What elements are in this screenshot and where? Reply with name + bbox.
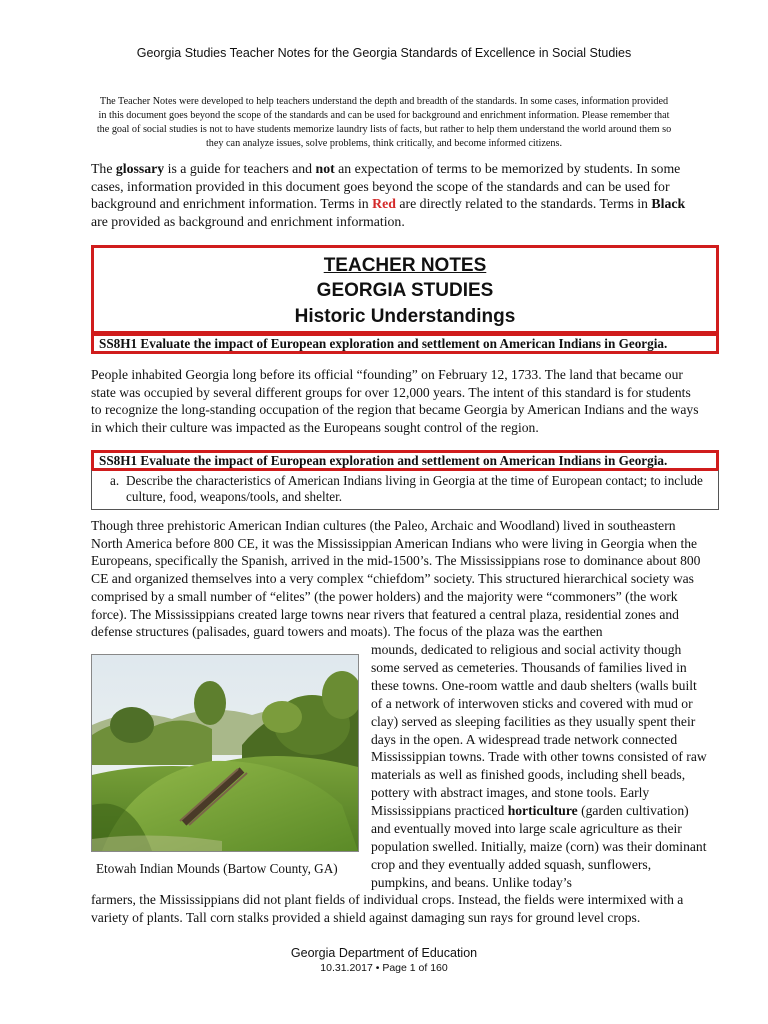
red-term-label: Red [372,196,396,211]
standard-heading: SS8H1 Evaluate the impact of European exploration and settlement on American Indians in Georgia. [91,333,719,354]
page-header: Georgia Studies Teacher Notes for the Georgia Standards of Excellence in Social Studies [136,46,632,60]
footer-page-number: 10.31.2017 • Page 1 of 160 [320,962,448,974]
black-term-label: Black [651,196,686,211]
mound-landscape-image [92,655,358,851]
title-georgia-studies: GEORGIA STUDIES [316,280,494,301]
horticulture-term: horticulture [507,803,578,819]
intro-paragraph: People inhabited Georgia long before its official “founding” on February 12, 1733. The land that became our state was occupied by several different groups for over 12,000 years. The intent of this standard is for students to recognize the long-standing occupation of the region that became Georgia by American Indians and the ways in which their culture was impacted as the Europeans sought control of the region. [91,367,699,436]
mississippian-paragraph: Though three prehistoric American Indian cultures (the Paleo, Archaic and Woodland) lived in southeastern North America before 800 CE, it was the Mississippian American Indians who were living in Georgia when the Europeans, specifically the Spanish, arrived in the mid-1500’s. The Mississippians rose to dominance about 800 CE and organized themselves into a very complex “chiefdom” society. This structured hierarchical society was comprised by a small number of “elites” (the power holders) and the majority were “commoners” (the work force). The Mississippians created large towns near rivers that featured a central plaza, residential zones and defense structures (palisades, guard towers and moats). The focus of the plaza was the earthen [91,518,701,640]
title-box [91,245,719,334]
photo-caption: Etowah Indian Mounds (Bartow County, GA) [96,861,338,876]
footer-organization: Georgia Department of Education [290,946,478,960]
intro-note: The Teacher Notes were developed to help teachers understand the depth and breadth of the standards. In some cases, information provided in this document goes beyond the scope of the standards and can be used for background and enrichment information. Please remember that the goal of social studies is not to have students memorize laundry lists of facts, but rather to help them understand the world around them so they can analyze issues, solve problems, think critically, and become informed citizens. [96,96,672,149]
title-teacher-notes: TEACHER NOTES [323,255,487,276]
etowah-mounds-photo [91,654,359,852]
farming-paragraph: farmers, the Mississippians did not plant fields of individual crops. Instead, the fields were intermixed with a variety of plants. Tall corn stalks provided a shield against damaging sun rays for ground level crops. [91,892,684,925]
standard-heading-repeat: SS8H1 Evaluate the impact of European exploration and settlement on American Indians in Georgia. [91,450,719,471]
element-letter: a. [110,473,120,488]
mississippian-paragraph-continued: mounds, dedicated to religious and social activity though some served as cemeteries. Thousands of families lived in these towns. One-room wattle and daub shelters (walls built of a network of interwoven sticks and covered with mud or clay) served as sleeping facilities as they usually spent their days in the open. A widespread trade network connected Mississippian towns. Trade with other towns consisted of raw materials as well as finished goods, including shell beads, pottery with abstract images, and stone tools. Early Mississippians practiced horticulture (garden cultivation) and eventually moved into large scale agriculture as their population swelled. Initially, maize (corn) was their dominant crop and they eventually added squash, sunflowers, pumpkins, and beans. Unlike today’s [371,642,707,890]
glossary-term: glossary [115,161,165,176]
standard-element-a [91,470,719,510]
title-historic-understandings: Historic Understandings [294,306,516,327]
glossary-note: The glossary is a guide for teachers and not an expectation of terms to be memorized by students. In some cases, information provided in this document goes beyond the scope of the standards and can be used for background and enrichment information. Terms in Red are directly related to the standards. Terms in Black are provided as background and enrichment information. [91,161,686,229]
element-text: Describe the characteristics of American Indians living in Georgia at the time of European contact; to include culture, food, weapons/tools, and shelter. [126,473,703,504]
